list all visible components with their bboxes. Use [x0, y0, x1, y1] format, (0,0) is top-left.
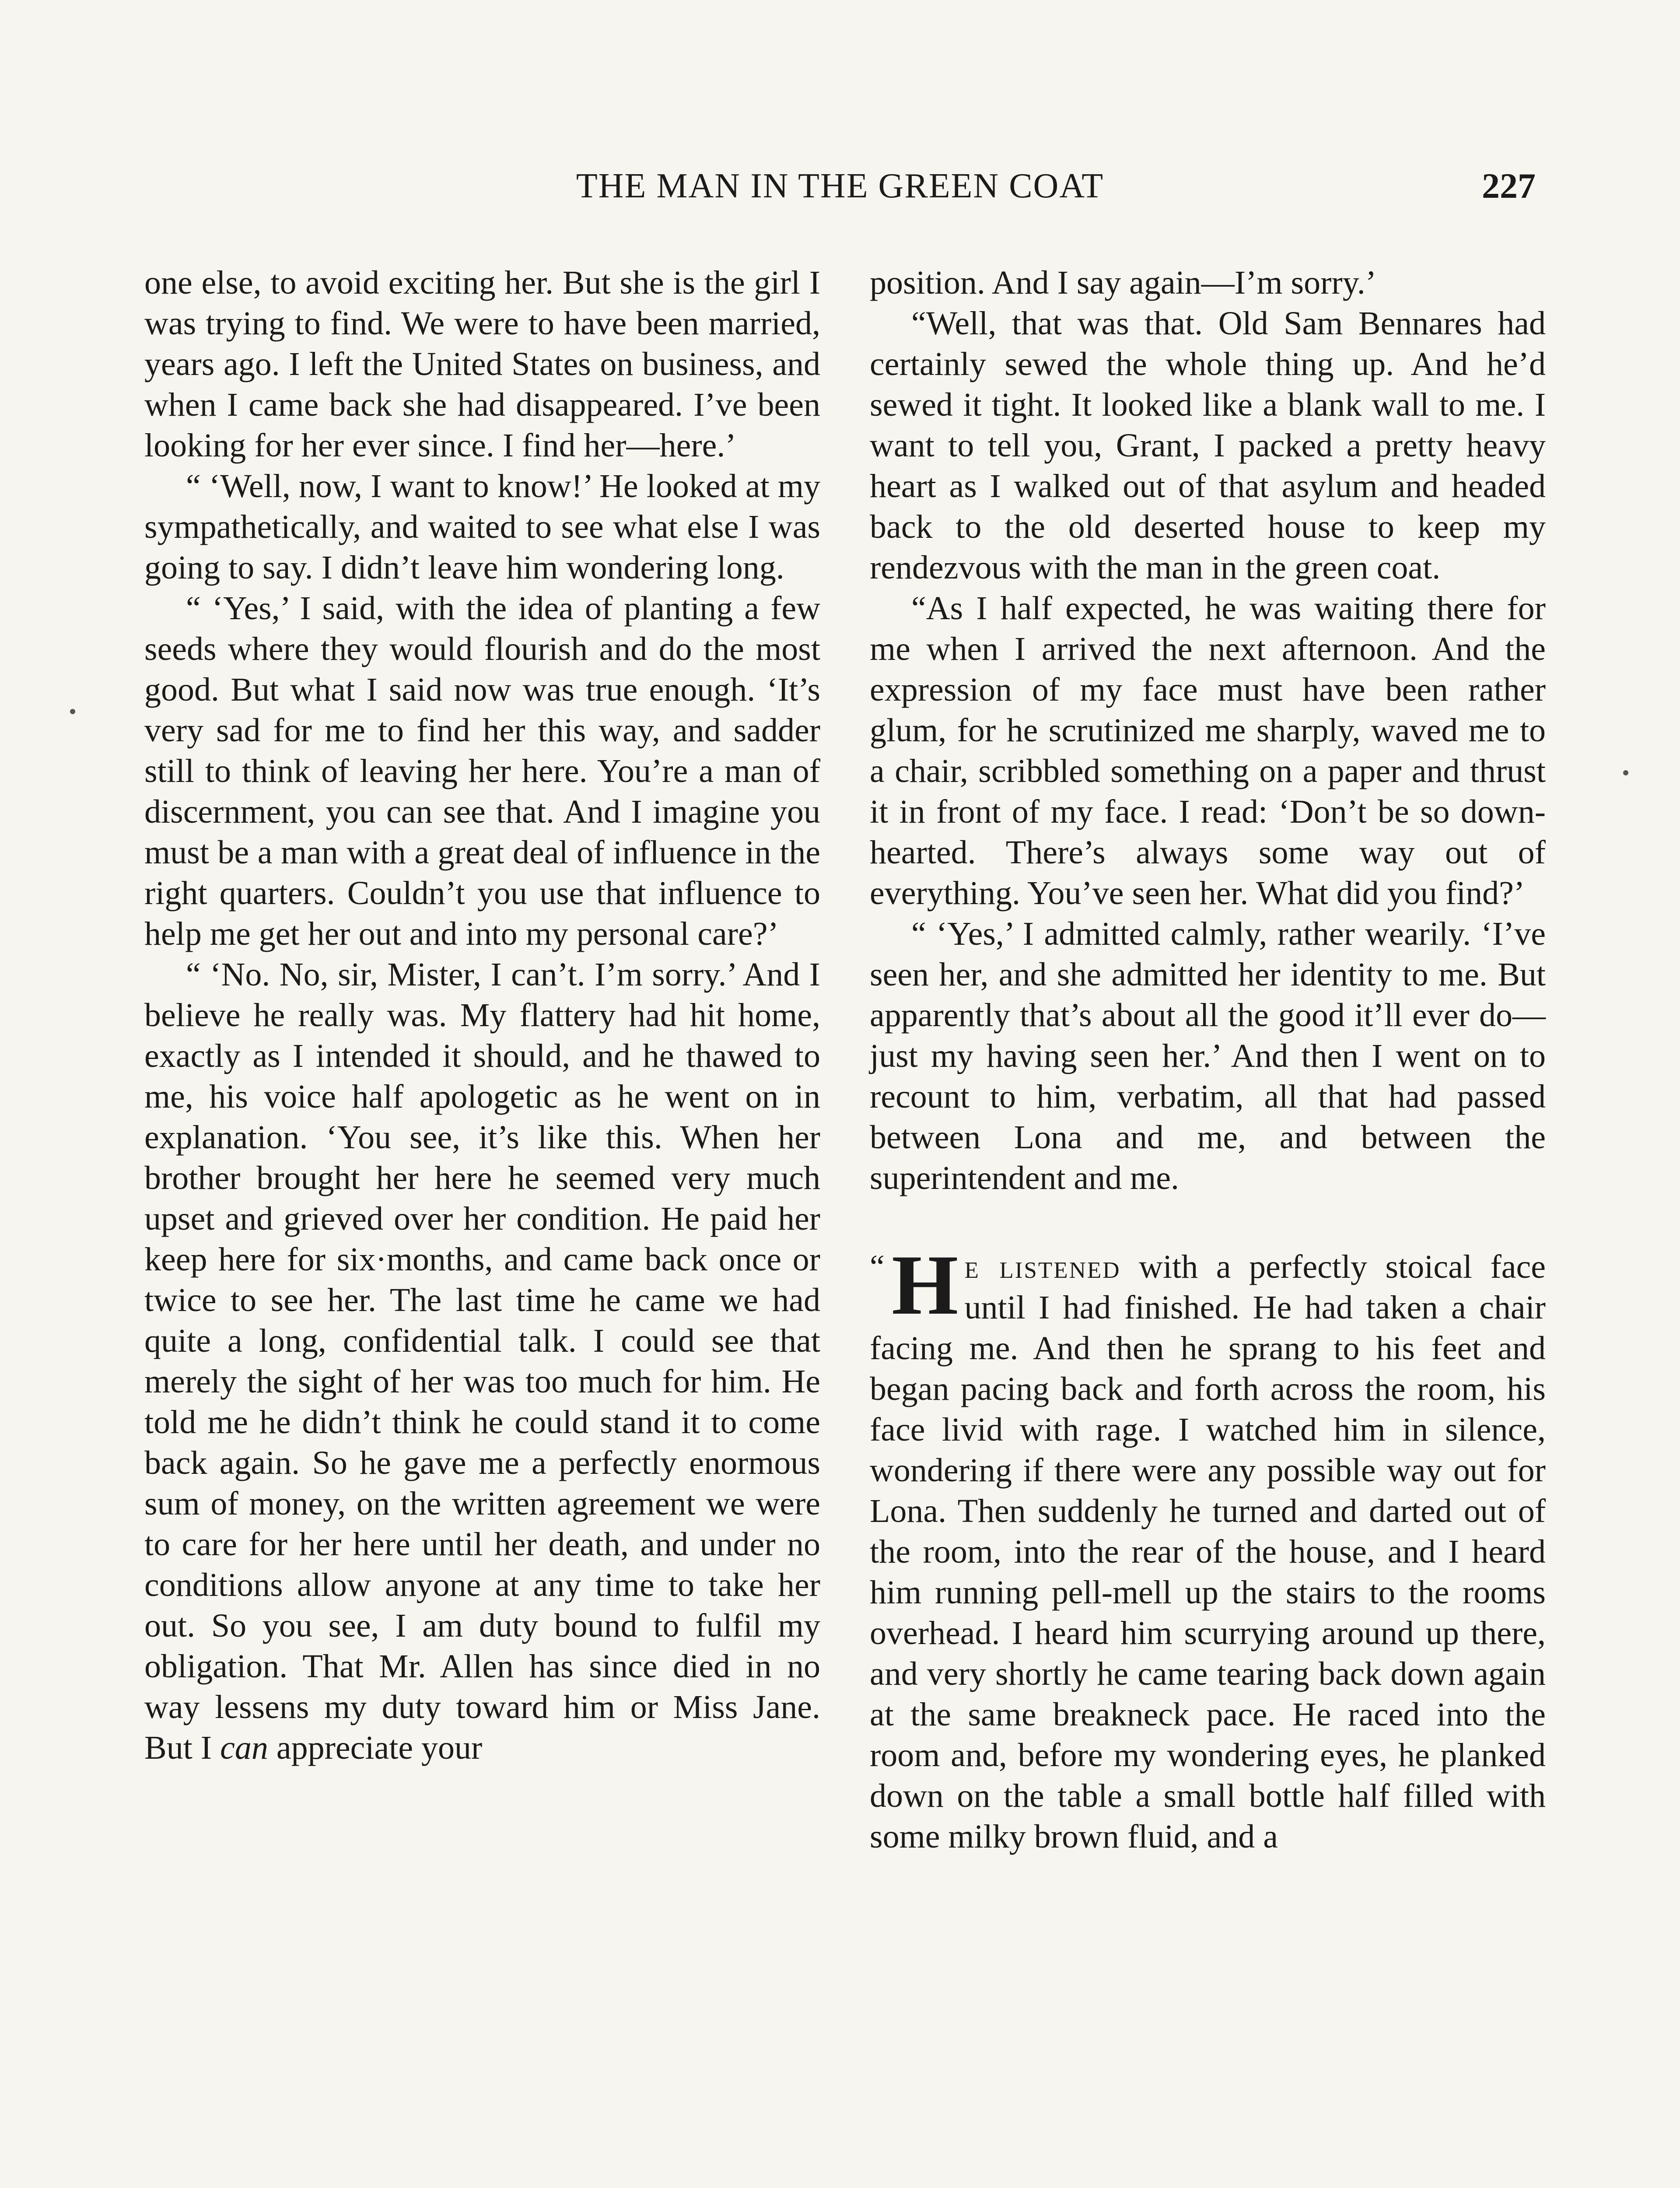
small-caps-text: e listened	[964, 1248, 1121, 1285]
paragraph: “ ‘Well, now, I want to know!’ He looked at my sympathetically, and waited to see what else I was going to say. I didn’t leave him wondering long.	[144, 468, 820, 586]
paragraph: “ ‘Yes,’ I admitted calmly, rather wearily. ‘I’ve seen her, and she admitted her identity to me. But apparently that’s about all the good it’ll ever do—just my having seen her.’ And then I went on to recount to him, verbatim, all that had passed between Lona and me, and between the superintendent and me.	[870, 915, 1546, 1196]
text-run: “ ‘No. No, sir, Mister, I can’t. I’m sorry.’ And I believe he really was. My flattery had hit home, exactly as I intended it should, and he thawed to me, his voice half apologetic as he went on in explanation. ‘You see, it’s like this. When her brother brought her here he seemed very much upset and grieved over her condition. He paid her keep here for six·months, and came back once or twice to see her. The last time he came we had quite a long, confidential talk. I could see that merely the sight of her was too much for him. He told me he didn’t think he could stand it to come back again. So he gave me a perfectly enormous sum of money, on the written agreement we were to care for her here until her death, and under no conditions allow anyone at any time to take her out. So you see, I am duty bound to fulfil my obligation. That Mr. Allen has since died in no way lessens my duty toward him or Miss Jane. But I	[144, 956, 820, 1766]
running-title: THE MAN IN THE GREEN COAT	[576, 167, 1104, 205]
paragraph	[870, 1238, 1546, 1857]
section-break	[870, 1199, 1546, 1247]
left-column	[144, 263, 820, 1768]
running-head	[144, 162, 1536, 210]
paragraph: “As I half expected, he was waiting there for me when I arrived the next afternoon. And the expression of my face must have been rather glum, for he scrutinized me sharply, waved me to a chair, scribbled something on a paper and thrust it in front of my face. I read: ‘Don’t be so down-hearted. There’s always some way out of everything. You’ve seen her. What did you find?’	[870, 590, 1546, 912]
paragraph: “Well, that was that. Old Sam Bennares had certainly sewed the whole thing up. And he’d sewed it tight. It looked like a blank wall to me. I want to tell you, Grant, I packed a pretty heavy heart as I walked out of that asylum and headed back to the old deserted house to keep my rendezvous with the man in the green coat.	[870, 305, 1546, 586]
right-column	[870, 263, 1546, 1857]
print-speck	[70, 709, 75, 714]
paragraph: position. And I say again—I’m sorry.’	[870, 264, 1377, 301]
emphasis-text: can	[220, 1729, 268, 1766]
text-run: appreciate your	[268, 1729, 483, 1766]
page-number: 227	[1482, 166, 1536, 206]
paragraph: “ ‘Yes,’ I said, with the idea of planting a few seeds where they would flourish and do the most good. But what I said now was true enough. ‘It’s very sad for me to find her this way, and sadder still to think of leaving her here. You’re a man of discernment, you can see that. And I imagine you must be a man with a great deal of influence in the right quarters. Couldn’t you use that influence to help me get her out and into my personal care?’	[144, 590, 820, 952]
paragraph: one else, to avoid exciting her. But she is the girl I was trying to find. We were to have been married, years ago. I left the United States on business, and when I came back she had disappeared. I’ve been looking for her ever since. I find her—here.’	[144, 264, 820, 464]
open-quote: “	[870, 1248, 885, 1285]
text-run: with a perfectly stoical face until I had finished. He had taken a chair facing me. And then he sprang to his feet and began pacing back and forth across the room, his face livid with rage. I watched him in silence, wondering if there were any possible way out for Lona. Then suddenly he turned and darted out of the room, into the rear of the house, and I heard him running pell-mell up the stairs to the rooms overhead. I heard him scurrying around up there, and very shortly he came tearing back down again at the same breakneck pace. He raced into the room and, before my wondering eyes, he planked down on the table a small bottle half filled with some milky brown fluid, and a	[870, 1248, 1546, 1855]
print-speck	[1623, 770, 1628, 775]
paragraph	[144, 954, 820, 1768]
drop-cap: H	[892, 1238, 959, 1332]
